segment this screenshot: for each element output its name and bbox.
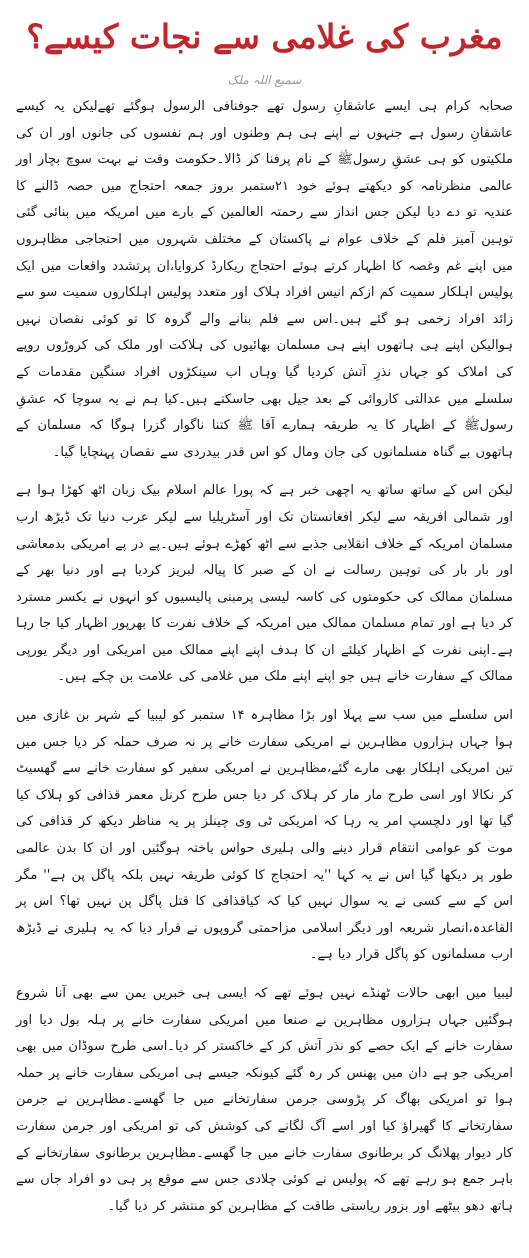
article-title: مغرب کی غلامی سے نجات کیسے؟ xyxy=(26,17,503,56)
article-paragraph: اس سلسلے میں سب سے پہلا اور بڑا مظاہرہ ۱۴ ستمبر کو لیبیا کے شہر بن غازی میں ہوا جہاں ہزاروں مظاہرین نے امریکی سفارت خانے پر نہ صرف حملہ کر دیا جس میں تین امریکی اہلکار بھی مارے گئے،مظاہرین نے امریکی سفیر کو سفارت خانے سے گھسیٹ کر نکالا اور اسی طرح مار مار کر ہلاک کر دیا جس طرح کرنل معمر قذافی کو ہلاک کیا گیا تھا اور دلچسپ امر یہ رہا کہ امریکی ٹی وی چینلز پر یہ مناظر دیکھ کر قذافی کی موت کو عوامی انتقام قرار دینے والی ہلیری حواس باختہ ہوگئیں اور ان کا بدن عالمی طور پر دیکھا گیا اس نے یہ کہا ''یہ احتجاج کا کوئی طریقہ نہیں بلکہ پاگل پن ہے'' مگر اس کے سے کسی نے یہ سوال نہیں کیا کہ کیاقذافی کا قتل پاگل پن نہیں تھا؟ اس پر القاعدہ،انصار شریعہ اور دیگر اسلامی مزاحمتی گروپوں نے قرار دیا کہ یہ ہلیری نے ڈیڑھ ارب مسلمانوں کو پاگل قرار دیا ہے۔ xyxy=(16,708,514,963)
article-paragraph: صحابہ کرام ہی ایسے عاشقانِ رسول تھے جوفنافی الرسول ہوگئے تھےلیکن یہ کیسے عاشقانِ رسول ہے جنہوں نے اپنے ہی ہم وطنوں اور ہم نفسوں کی جانوں اور ان کی ملکیتوں کو ہی عشقِ رسولﷺ کے نام پرفنا کر ڈالا۔حکومت وقت نے بہت سوچ بچار اور عالمی منظرنامہ کو دیکھتے ہوئے خود ۲۱ستمبر بروز جمعہ احتجاج میں حصہ ڈالنے کا عندیہ تو دے دیا لیکن جس انداز سے رحمتہ العالمین کے بارے میں امریکہ میں بنائی گئی توہین آمیز فلم کے خلاف عوام نے پاکستان کے مختلف شہروں میں احتجاجی مظاہروں میں اپنے غم وغصہ کا اظہار کرتے ہوئے احتجاج ریکارڈ کروایا،ان پرتشدد واقعات میں ایک پولیس اہلکار سمیت کم ازکم انیس افراد ہلاک اور متعدد پولیس اہلکاروں سمیت سو سے زائد افراد زخمی ہو گئے ہیں۔اس سے فلم بنانے والے گروہ کا تو کوئی نقصان نہیں ہوالیکن اپنے ہی ہاتھوں اپنے ہی مسلمان بھائیوں کی ہلاکت اور ملک کی کروڑوں روپے کی املاک کو جہاں نذرِ آتش کردیا گیا وہاں اب سینکڑوں افراد سنگین مقدمات کے سلسلے میں عدالتی کاروائی کے بعد جیل بھی جاسکتے ہیں۔کیا ہم نے یہ سوچا کہ عشقِ رسولﷺ کے اظہار کا یہ طریقہ ہمارے آقا ﷺ کتنا ناگوار گزرا ہوگا کہ مسلمان کے ہاتھوں بے گناہ مسلمانوں کی جان ومال کو اس قدر بیدردی سے نقصان پہنچایا گیا۔ xyxy=(16,99,513,460)
article-paragraph: لیبیا میں ابھی حالات ٹھنڈے نہیں ہوئے تھے کہ ایسی ہی خبریں یمن سے بھی آنا شروع ہوگئیں جہاں ہزاروں مظاہرین نے صنعا میں امریکی سفارت خانے پر ہلہ بول دیا اور سفارت خانے کے ایک حصے کو نذر آتش کر کے خاکستر کر دیا۔اسی طرح سوڈان میں بھی امریکی جو ہے دان میں پھنس کر رہ گئے کیونکہ جیسے ہی امریکی سفارت خانے پر حملہ ہوا تو امریکی بھاگ کر پڑوسی جرمن سفارتخانے میں جا گھسے۔مظاہرین نے جرمن سفارتخانے کا گھیراؤ کیا اور اسے آگ لگانے کی کوشش کی تو امریکی اور جرمن سفارت کار دیوار پھلانگ کر برطانوی سفارت خانے میں جا گھسے۔مظاہرین برطانوی سفارتخانے کے باہر جمع ہو رہے تھے کہ پولیس نے کوئی چلادی جس سے موقع پر ہی دو افراد جاں سے ہاتھ دھو بیٹھے اور بزور ریاستی طاقت کے مظاہرین کو منتشر کر دیا گیا۔ xyxy=(16,986,513,1214)
article-paragraph: لیکن اس کے ساتھ ساتھ یہ اچھی خبر ہے کہ پورا عالم اسلام بیک زبان اٹھ کھڑا ہوا ہے اور شمالی افریقہ سے لیکر افغانستان تک اور آسٹریلیا سے لیکر عرب دنیا تک ڈیڑھ ارب مسلمان امریکہ کے خلاف انقلابی جذبے سے اٹھ کھڑے ہوئے ہیں۔پے در پے امریکی بدمعاشی اور بار بار کی توہین رسالت نے ان کے صبر کا پیالہ لبریز کردیا ہے اور دنیا بھر کے مسلمان ممالک کی حکومتوں کی کاسہ لیسی پرمبنی پالیسیوں کو انہوں نے یکسر مسترد کر دیا ہے اور تمام مسلمان ممالک میں امریکہ کے خلاف نفرت کا بھرپور اظہار کیا جا رہا ہے۔اپنی نفرت کے اظہار کیلئے ان کا ہدف اپنے اپنے ممالک میں امریکی اور دیگر یورپی ممالک کے سفارت خانے ہیں جو اپنے اپنے ملک میں غلامی کی علامت بن چکے ہیں۔ xyxy=(16,483,513,685)
author-name: سمیع اللہ ملک xyxy=(227,73,302,87)
article-body xyxy=(16,94,513,1220)
